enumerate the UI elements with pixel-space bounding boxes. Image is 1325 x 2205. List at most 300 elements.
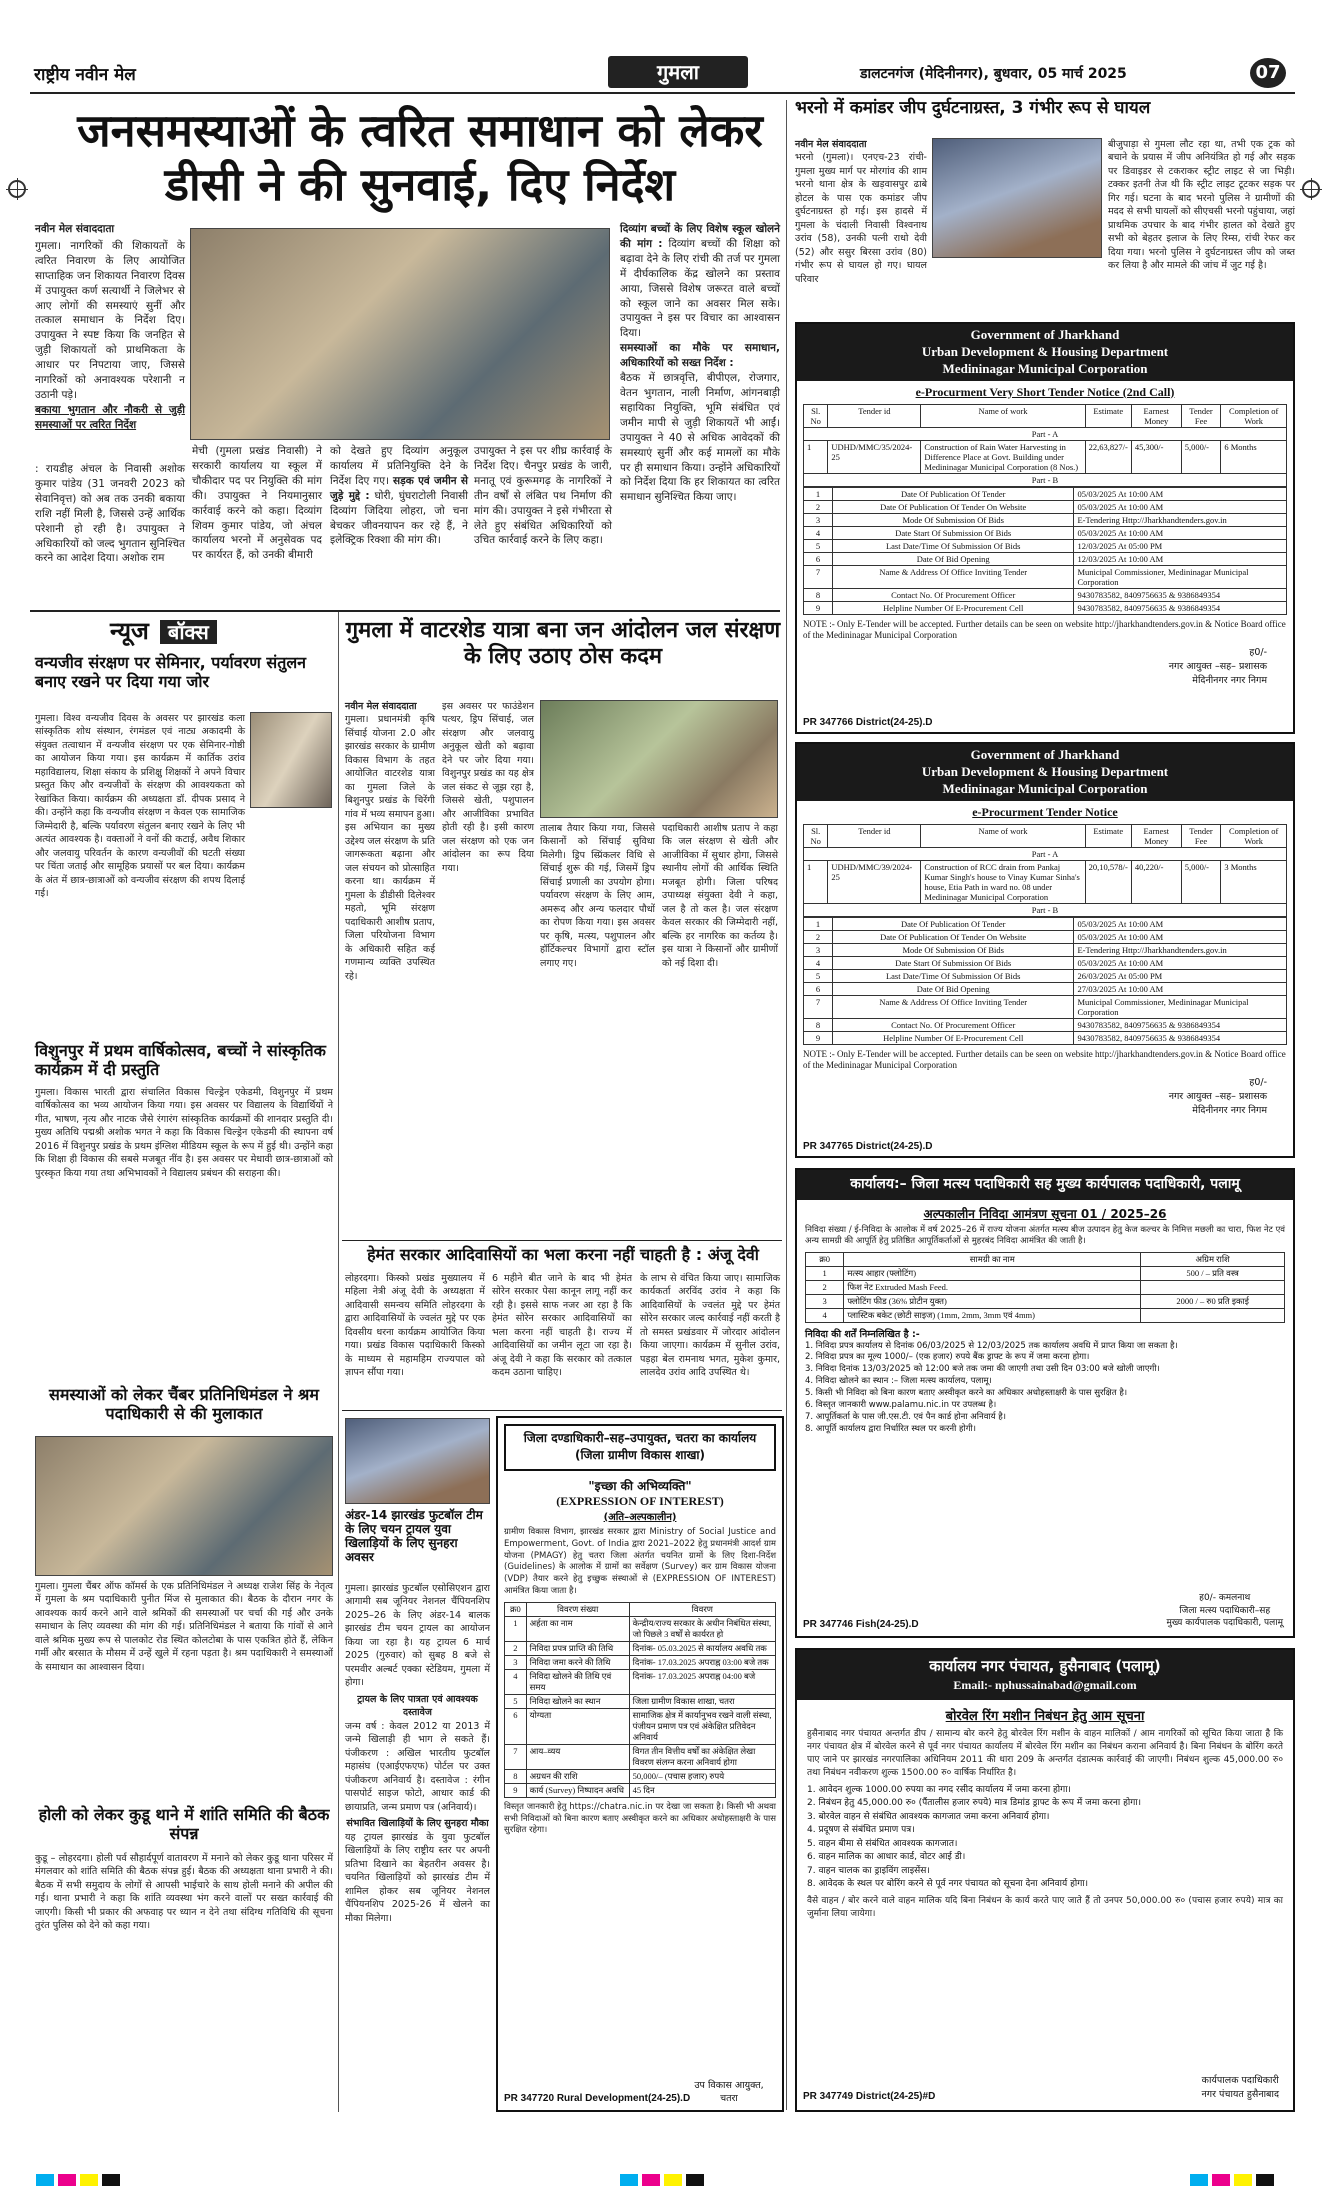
cell: दिनांक- 05.03.2025 से कार्यालय अवधि तक [629, 1642, 775, 1656]
table-row [505, 1770, 776, 1784]
fisheries-title: अल्पकालीन निविदा आमंत्रण सूचना 01 / 2025–26 [923, 1206, 1167, 1221]
football-subhead: संभावित खिलाड़ियों के लिए सुनहरा मौका [346, 1818, 489, 1830]
sign-line: मुख्य कार्यपालक पदाधिकारी, पलामू [1166, 1618, 1283, 1629]
lead-photo [190, 228, 610, 440]
th: Tender Fee [1181, 404, 1221, 427]
adivasi-col-1: लोहरदगा। किस्को प्रखंड मुख्यालय में महिला नेत्री अंजू देवी के अध्यक्षता में आदिवासी समन्वय समिति लोहरदगा के द्वारा आदिवासियों के ज्वलंत मुद्दे पर एक दिवसीय धरना कार्यक्रम आयोजित किया गया। प्रखंड विकास पदाधिकारी किस्को के माध्यम से महामहिम राज्यपाल को ज्ञापन सौंपा गया। [345, 1273, 485, 1379]
sign-line: मेदिनीनगर नगर निगम [1192, 1104, 1267, 1116]
section-rule [30, 610, 780, 612]
fisheries-terms [805, 1341, 1285, 1436]
table-row [804, 917, 1287, 930]
cell: 1 [804, 487, 833, 500]
table-row [804, 1031, 1287, 1044]
swatch-yellow [80, 2174, 98, 2186]
table-row [806, 1308, 1285, 1322]
th: Sl. No [804, 404, 828, 427]
dept-name: Urban Development & Housing Department [921, 763, 1169, 779]
jeep-body-1: भरनो (गुमला)। एनएच-23 रांची-गुमला मुख्य मार्ग पर मोरगांव की शाम भरनो थाना क्षेत्र के खड़वासपुर ढाबे होटल के पास एक कमांडर जीप दुर्घटनाग्रस्त हो गई। इस हादसे में गुमला के चंदाली निवासी विश्वनाथ उरांव (58), उनकी पत्नी राधो देवी (52) और ससुर बिरसा उरांव (80) गंभीर रूप से घायल हो गए। घायल परिवार [795, 152, 927, 285]
cell: Municipal Commissioner, Medininagar Municipal Corporation [1074, 565, 1287, 588]
list-item: 4. निविदा खोलने का स्थान :– जिला मत्स्य कार्यालय, पलामू। [805, 1376, 992, 1387]
fisheries-table [805, 1252, 1285, 1323]
pr-number: PR 347766 District(24-25).D [803, 717, 933, 728]
cell: 4 [505, 1670, 527, 1695]
cell: 8 [804, 588, 833, 601]
list-item: 6. वाहन मालिक का आधार कार्ड, वोटर आई डी। [807, 1852, 966, 1863]
part-label: Part - B [804, 473, 1287, 486]
cell: 7 [804, 565, 833, 588]
tender-table [803, 824, 1287, 917]
hussainabad-items [807, 1784, 1283, 1892]
section-rule [342, 1410, 782, 1411]
cell: Date Of Publication Of Tender On Website [832, 500, 1074, 513]
sign-line: कार्यपालक पदाधिकारी [1201, 2075, 1279, 2087]
jeep-headline: भरनो में कमांडर जीप दुर्घटनाग्रस्त, 3 गंभीर रूप से घायल [795, 98, 1151, 118]
cell: आय–व्यय [526, 1745, 629, 1770]
swatch-black [686, 2174, 704, 2186]
cell: 5 [804, 539, 833, 552]
th: क्र0 [505, 1603, 527, 1617]
lead-col1-text: गुमला। नागरिकों की शिकायतों के त्वरित निवारण के लिए आयोजित साप्ताहिक जन शिकायत निवारण दिवस में उपायुक्त कर्ण सत्यार्थी ने जिलेभर से आए लोगों की समस्याएं सुनीं और तत्काल समाधान के निर्देश दिए। उपायुक्त ने स्पष्ट किया कि जनहित से जुड़ी शिकायतों को प्राथमिकता के आधार पर निपटाया जाए, जिससे नागरिकों को अनावश्यक परेशानी न उठानी पड़े। [35, 239, 185, 401]
dept-name: Urban Development & Housing Department [921, 343, 1169, 359]
th: Completion of Work [1221, 824, 1287, 847]
table-row [505, 1784, 776, 1798]
list-item: 7. वाहन चालक का ड्राइविंग लाइसेंस। [807, 1865, 930, 1876]
cell: 9430783582, 8409756635 & 9386849354 [1074, 588, 1287, 601]
eoi-office: जिला दण्डाधिकारी–सह–उपायुक्त, चतरा का कार्यालय (जिला ग्रामीण विकास शाखा) [504, 1424, 776, 1471]
cell: 20,10,578/- [1085, 860, 1131, 903]
cell: 9430783582, 8409756635 & 9386849354 [1074, 1018, 1287, 1031]
cell: 12/03/2025 At 10:00 AM [1074, 552, 1287, 565]
table-row [806, 1294, 1285, 1308]
table-row [804, 1018, 1287, 1031]
tender-table-wrap [797, 404, 1293, 688]
cell: 1 [806, 1266, 844, 1280]
fisheries-intro: निविदा संख्या / ई-निविदा के आलोक में वर्ष 2025–26 में राज्य योजना अंतर्गत मत्स्य बीज उत्पादन हेतु केज कल्चर के निमित्त मछली का चारा, फिश नेट एवं अन्य सामग्री की आपूर्ति हेतु प्रतिष्ठित आपूर्तिकर्ताओं से मुहरबंद निविदा आमंत्रित की जाती है। [805, 1224, 1285, 1247]
eoi-title-sub: (अति–अल्पकालीन) [603, 1511, 677, 1523]
th: विवरण संख्या [526, 1603, 629, 1617]
football-body [345, 1582, 490, 2110]
tender-notice-2 [795, 742, 1295, 1158]
newsbox-headline-2: विशुनपुर में प्रथम वार्षिकोत्सव, बच्चों ने सांस्कृतिक कार्यक्रम में दी प्रस्तुति [35, 1041, 326, 1079]
cell: दिनांक- 17.03.2025 अपराह्न 04:00 बजे [629, 1670, 775, 1695]
jeep-col-1 [795, 138, 927, 318]
cell: 1 [804, 917, 833, 930]
swatch-black [1256, 2174, 1274, 2186]
cell: 4 [804, 526, 833, 539]
football-subhead: ट्रायल के लिए पात्रता एवं आवश्यक दस्तावेज [357, 1693, 478, 1719]
list-item: 5. वाहन बीमा से संबंधित आवश्यक कागजात। [807, 1838, 958, 1849]
table-row [806, 1266, 1285, 1280]
table-row [804, 487, 1287, 500]
newsbox-headline-1: वन्यजीव संरक्षण पर सेमिनार, पर्यावरण संतुलन बनाए रखने पर दिया गया जोर [35, 653, 307, 691]
cell: 6 Months [1221, 440, 1287, 473]
cell: Date Of Bid Opening [832, 552, 1074, 565]
swatch-yellow [664, 2174, 682, 2186]
th: सामग्री का नाम [844, 1252, 1141, 1266]
lead-col-1 [35, 222, 185, 433]
list-item: 1. निविदा प्रपत्र कार्यालय से दिनांक 06/03/2025 से 12/03/2025 तक कार्यालय अवधि में प्राप्त किया जा सकता है। [805, 1340, 1178, 1351]
cell: प्लास्टिक बकेट (छोटी साइज) (1mm, 2mm, 3mm एवं 4mm) [844, 1308, 1141, 1322]
th: Earnest Money [1131, 404, 1181, 427]
table-row [804, 982, 1287, 995]
watershed-photo [540, 700, 778, 818]
fisheries-office: कार्यालय:– जिला मत्स्य पदाधिकारी सह मुख्य कार्यपालक पदाधिकारी, पलामू [797, 1170, 1293, 1200]
table-row [505, 1709, 776, 1745]
cell: सामाजिक क्षेत्र में कार्यानुभव रखने वाली संस्था, पंजीयन प्रमाण पत्र एवं अंकेक्षित प्रतिवेदन अनिवार्य [629, 1709, 775, 1745]
cell: Name & Address Of Office Inviting Tender [832, 565, 1074, 588]
brand-name: राष्ट्रीय नवीन मेल [34, 65, 136, 85]
th: Estimate [1085, 404, 1131, 427]
lead-col5b-text: बैठक में छात्रवृत्ति, बीपीएल, रोजगार, वेतन भुगतान, नाली निर्माण, आंगनबाड़ी सहायिका नियुक्ति, भूमि संबंधित एवं जमीन मापी से जुड़ी शिकायतें भी आईं। उपायुक्त ने 40 से अधिक आवेदकों की समस्याएं सुनीं और कई मामलों का मौके पर ही समाधान किया। उन्होंने अधिकारियों को निर्देश दिया कि हर शिकायत का त्वरित समाधान सुनिश्चित किया जाए। [620, 372, 780, 504]
cell: Helpline Number Of E-Procurement Cell [832, 601, 1074, 614]
cell: Mode Of Submission Of Bids [832, 943, 1074, 956]
cell: 6 [804, 982, 833, 995]
lead-headline: जनसमस्याओं के त्वरित समाधान को लेकर डीसी ने की सुनवाई, दिए निर्देश [77, 104, 763, 211]
cell: जिला ग्रामीण विकास शाखा, चतरा [629, 1695, 775, 1709]
cell: Contact No. Of Procurement Officer [832, 1018, 1074, 1031]
part-label: Part - B [804, 903, 1287, 916]
cell: दिनांक- 17.03.2025 अपराह्न 03:00 बजे तक [629, 1656, 775, 1670]
swatch-magenta [1212, 2174, 1230, 2186]
newsbox-photo-chamber [35, 1436, 333, 1576]
th: Earnest Money [1131, 824, 1181, 847]
table-row [804, 539, 1287, 552]
cell: 1 [804, 440, 828, 473]
lead-col-3 [330, 444, 468, 604]
cell: 2000 / – रु0 प्रति इकाई [1141, 1294, 1285, 1308]
table-row [804, 860, 1287, 903]
table-row [505, 1670, 776, 1695]
newsbox-body-2: गुमला। विकास भारती द्वारा संचालित विकास चिल्ड्रेन एकेडमी, विशुनपुर में प्रथम वार्षिकोत्सव का भव्य आयोजन किया गया। इस अवसर पर विद्यालय के विद्यार्थियों ने गीत, भाषण, नृत्य और नाटक जैसे रंगारंग सांस्कृतिक कार्यक्रमों की शानदार प्रस्तुति दी। मुख्य अतिथि पद्मश्री अशोक भगत ने कहा कि विकास चिल्ड्रेन एकेडमी की स्थापना वर्ष 2016 में विशुनपुर प्रखंड के प्रथम इंग्लिश मीडियम स्कूल के रूप में हुई थी। उन्होंने कहा कि शिक्षा ही विकास की सबसे मजबूत नींव है। इस अवसर पर मेधावी छात्र-छात्राओं को पुरस्कृत किया गया तथा अभिभावकों ने विद्यालय प्रबंधन की सराहना की। [35, 1087, 333, 1179]
newsbox-body-4: कुडू – लोहरदगा। होली पर्व सौहार्दपूर्ण वातावरण में मनाने को लेकर कुडू थाना परिसर में मंगलवार को शांति समिति की बैठक संपन्न हुई। बैठक की अध्यक्षता थाना प्रभारी ने की। बैठक में सभी समुदाय के लोगों से आपसी भाईचारे के साथ होली मनाने की अपील की गई। थाना प्रभारी ने कहा कि शांति व्यवस्था भंग करने वालों पर सख्त कार्रवाई की जाएगी। किसी भी प्रकार की अफवाह पर ध्यान न देने तथा संदिग्ध गतिविधि की सूचना तुरंत पुलिस को देने को कहा गया। [35, 1853, 333, 1932]
signature-block [1202, 2074, 1280, 2102]
tender-title: e-Procurment Very Short Tender Notice (2nd Call) [915, 384, 1175, 399]
cell: 9430783582, 8409756635 & 9386849354 [1074, 1031, 1287, 1044]
eoi-title-hi: "इच्छा की अभिव्यक्ति" [588, 1478, 692, 1493]
cell: 9 [804, 601, 833, 614]
table-row [804, 500, 1287, 513]
watershed-col-3: तालाब तैयार किया गया, जिससे किसानों को सिंचाई सुविधा मिलेगी। ड्रिप स्प्रिंकलर विधि से सिंचाई शुरू की गई, जिसमें ड्रिप सिंचाई प्रणाली का उपयोग होगा। पर्यावरण संरक्षण के लिए आम, अमरूद और अन्य फलदार पौधों का रोपण किया गया। इस अवसर पर कृषि, मत्स्य, पशुपालन और हॉर्टिकल्चर विभागों द्वारा स्टॉल लगाए गए। [540, 823, 655, 969]
football-headline: अंडर-14 झारखंड फुटबॉल टीम के लिए चयन ट्रायल युवा खिलाड़ियों के लिए सुनहरा अवसर [345, 1508, 483, 1565]
swatch-yellow [1234, 2174, 1252, 2186]
list-item: 8. आवेदक के स्थल पर बोरिंग करने से पूर्व नगर पंचायत को सूचना देना अनिवार्य होगा। [807, 1879, 1089, 1890]
list-item: 3. बोरवेल वाहन से संबंधित आवश्यक कागजात जमा करना अनिवार्य होगा। [807, 1811, 1050, 1822]
cell: 45,300/- [1131, 440, 1181, 473]
cell: Last Date/Time Of Submission Of Bids [832, 539, 1074, 552]
cell: फ्लोटिंग फीड (36% प्रोटीन युक्त) [844, 1294, 1141, 1308]
cell: Date Start Of Submission Of Bids [832, 526, 1074, 539]
cell: UDHD/MMC/35/2024-25 [828, 440, 921, 473]
cell: 1 [804, 860, 828, 903]
cell: 4 [806, 1308, 844, 1322]
cell: 8 [804, 1018, 833, 1031]
list-item: 7. आपूर्तिकर्ता के पास जी.एस.टी. एवं पैन कार्ड होना अनिवार्य है। [805, 1411, 1007, 1422]
table-row [505, 1745, 776, 1770]
sign-line: ह0/- [1249, 647, 1267, 659]
cell: Date Of Publication Of Tender On Website [832, 930, 1074, 943]
swatch-cyan [620, 2174, 638, 2186]
cell: 7 [505, 1745, 527, 1770]
section-rule [342, 1240, 782, 1241]
cell: केन्द्रीय/राज्य सरकार के अधीन निबंधित संस्था, जो पिछले 3 वर्षों से कार्यरत हो [629, 1617, 775, 1642]
cell: 3 [806, 1294, 844, 1308]
swatch-magenta [58, 2174, 76, 2186]
table-row [804, 969, 1287, 982]
signature-block [1166, 1592, 1283, 1630]
cell: Helpline Number Of E-Procurement Cell [832, 1031, 1074, 1044]
th: Completion of Work [1221, 404, 1287, 427]
table-row [804, 565, 1287, 588]
cell: 9 [804, 1031, 833, 1044]
table-row [804, 930, 1287, 943]
cell: 3 [804, 943, 833, 956]
cell: 05/03/2025 At 10:00 AM [1074, 487, 1287, 500]
newsbox-headline-4: होली को लेकर कुडू थाने में शांति समिति की बैठक संपन्न [38, 1805, 330, 1843]
cell: Construction of RCC drain from Pankaj Kumar Singh's house to Vinay Kumar Sinha's house, Etia Path in ward no. 08 under Medininagar Municipal Corporation [921, 860, 1085, 903]
signature-block [803, 1076, 1287, 1117]
newsbox-body-3: गुमला। गुमला चैंबर ऑफ कॉमर्स के एक प्रतिनिधिमंडल ने अध्यक्ष राजेश सिंह के नेतृत्व में गुमला के श्रम पदाधिकारी पुनीत मिंज से मुलाकात की। बैठक के दौरान नगर के आवश्यक कार्य करने आने वाले श्रमिकों की समस्याओं पर चर्चा की गई और उनके समाधान के लिए व्यवस्था की मांग की गई। प्रतिनिधिमंडल ने बताया कि गांवों से आने वाले श्रमिक मुख्य रूप से पालकोट रोड स्थित कोलटोबा के पास एकत्रित होते हैं, लेकिन गर्मी और बरसात के मौसम में उन्हें खुले में रहना पड़ता है। श्रम पदाधिकारी ने समस्याओं के समाधान का आश्वासन दिया। [35, 1581, 333, 1673]
cell: 45 दिन [629, 1784, 775, 1798]
corp-name: Medininagar Municipal Corporation [942, 780, 1148, 796]
table-row [804, 552, 1287, 565]
hussainabad-title: बोरवेल रिंग मशीन निबंधन हेतु आम सूचना [945, 1708, 1145, 1724]
part-label: Part - A [804, 847, 1287, 860]
cell: 27/03/2025 At 10:00 AM [1074, 982, 1287, 995]
sign-line: नगर आयुक्त –सह– प्रशासक [1168, 660, 1267, 672]
th: Name of work [921, 404, 1085, 427]
cell: 9 [505, 1784, 527, 1798]
cell: Contact No. Of Procurement Officer [832, 588, 1074, 601]
cell: 05/03/2025 At 10:00 AM [1074, 526, 1287, 539]
cell: निविदा खोलने की तिथि एवं समय [526, 1670, 629, 1695]
watershed-headline: गुमला में वाटरशेड यात्रा बना जन आंदोलन जल संरक्षण के लिए उठाए ठोस कदम [345, 618, 781, 669]
lead-col3b-text: घोरी, घुंघराटोली निवासी दिव्यांग जिदिया लोहरा, जो चना बेचकर जीवनयापन कर रहे हैं, ने इलेक्ट्रिक रिक्शा की मांग की। [330, 489, 468, 547]
cell: 5,000/- [1181, 440, 1221, 473]
table-row [804, 995, 1287, 1018]
color-calibration-bar [0, 2170, 1325, 2192]
pr-number: PR 347720 Rural Development(24-25).D [504, 2093, 691, 2104]
adivasi-headline: हेमंत सरकार आदिवासियों का भला करना नहीं चाहती है : अंजू देवी [367, 1245, 759, 1264]
pr-number: PR 347746 Fish(24-25).D [803, 1619, 919, 1630]
sign-line: नगर आयुक्त –सह– प्रशासक [1168, 1090, 1267, 1102]
watershed-col-2: इस अवसर पर फाउंडेशन पत्थर, ड्रिप सिंचाई, जल संरक्षण और जलवायु अनुकूल खेती को बढ़ावा देने पर जोर दिया गया। विशुनपुर प्रखंड का यह क्षेत्र जल संकट से जूझ रहा है, जिससे खेती, पशुपालन और आजीविका प्रभावित होती रही है। इसी कारण जल संरक्षण को एक जन आंदोलन का रूप दिया गया। [442, 701, 534, 874]
cell: 4 [804, 956, 833, 969]
list-item: 2. निविदा प्रपत्र का मूल्य 1000/– (एक हजार) रुपये बैंक ड्राफ्ट के रूप में जमा करना होगा। [805, 1352, 1090, 1363]
tender-note: NOTE :- Only E-Tender will be accepted. Further details can be seen on website http://jharkhandtenders.gov.in & Notice Board office of the Medininagar Municipal Corporation [803, 1048, 1286, 1071]
swatch-cyan [1190, 2174, 1208, 2186]
tender-notice-1 [795, 322, 1295, 734]
cell: निविदा खोलने का स्थान [526, 1695, 629, 1709]
newsbox-body-1: गुमला। विश्व वन्यजीव दिवस के अवसर पर झारखंड कला सांस्कृतिक शोध संस्थान, रंगमंडल एवं नाट्य अकादमी के संयुक्त तत्वाधान में वन्यजीव संरक्षण पर एक सेमिनार-गोष्ठी का आयोजन किया गया। इस कार्यक्रम में कार्तिक उरांव महाविद्यालय, शिक्षा संकाय के प्रशिक्षु शिक्षकों ने अपने विचार प्रस्तुत किए और वन्यजीवों के संरक्षण की आवश्यकता को रेखांकित किया। कार्यक्रम की अध्यक्षता डॉ. दीपक प्रसाद ने की। उन्होंने कहा कि वन्यजीव संरक्षण न केवल एक सामाजिक जिम्मेदारी है, बल्कि पर्यावरण संतुलन बनाए रखने के लिए भी अत्यंत आवश्यक है। वक्ताओं ने वनों की कटाई, अवैध शिकार और जलवायु परिवर्तन के कारण वन्यजीवों की घटती संख्या पर चिंता जताई और सामूहिक प्रयासों पर बल दिया। कार्यक्रम के अंत में छात्र-छात्राओं को वन्यजीव संरक्षण की शपथ दिलाई गई। [35, 713, 245, 900]
cell: 9430783582, 8409756635 & 9386849354 [1074, 601, 1287, 614]
cell: मत्स्य आहार (फ्लोटिंग) [844, 1266, 1141, 1280]
corp-name: Medininagar Municipal Corporation [942, 360, 1148, 376]
hussainabad-office: कार्यालय नगर पंचायत, हुसैनाबाद (पलामू) [929, 1657, 1161, 1675]
cell: 12/03/2025 At 05:00 PM [1074, 539, 1287, 552]
cell: 1 [505, 1617, 527, 1642]
table-row [505, 1695, 776, 1709]
cell: 05/03/2025 At 10:00 AM [1074, 930, 1287, 943]
cell: 50,000/– (पचास हजार) रुपये [629, 1770, 775, 1784]
th: विवरण [629, 1603, 775, 1617]
hussainabad-notice [795, 1648, 1295, 2112]
eoi-signature: उप विकास आयुक्त, चतरा [694, 2080, 764, 2104]
section-name: गुमला [608, 56, 748, 88]
registration-mark [1302, 180, 1320, 198]
swatch-black [102, 2174, 120, 2186]
eoi-body: ग्रामीण विकास विभाग, झारखंड सरकार द्वारा Ministry of Social Justice and Empowerment, Govt. of India द्वारा 2021–2022 हेतु प्रधानमंत्री आदर्श ग्राम योजना (PMAGY) हेतु चतरा जिला अंतर्गत चयनित ग्रामों के लिए दिशा-निर्देश (Guidelines) के आलोक में ग्रामों का सर्वेक्षण (Survey) कर ग्राम विकास योजना (VDP) तैयार करने हेतु इच्छुक संस्थाओं से (EXPRESSION OF INTEREST) आमंत्रित किया जाता है। [504, 1526, 776, 1597]
cell: 5 [804, 969, 833, 982]
byline: नवीन मेल संवाददाता [35, 223, 115, 235]
cell: फिश नेट Extruded Mash Feed. [844, 1280, 1141, 1294]
cell: Date Of Bid Opening [832, 982, 1074, 995]
registration-mark [8, 180, 26, 198]
jeep-col-2: बीजुपाड़ा से गुमला लौट रहा था, तभी एक ट्रक को बचाने के प्रयास में जीप अनियंत्रित हो गई और सड़क पर डिवाइडर से टकराकर स्ट्रीट लाइट से जा भिड़ी। टक्कर इतनी तेज थी कि स्ट्रीट लाइट टूटकर सड़क पर गिर गई। घटना के बाद भरनो पुलिस ने ग्रामीणों की मदद से सभी घायलों को सीएचसी भरनो पहुंचाया, जहां प्राथमिक उपचार के बाद गंभीर हालत को देखते हुए सभी को बेहतर इलाज के लिए रिम्स, रांची रेफर कर दिया गया। भरनो पुलिस ने दुर्घटनाग्रस्त जीप को जब्त कर लिया है और मामले की जांच में जुट गई है। [1108, 139, 1295, 272]
sign-line: नगर पंचायत हुसैनाबाद [1201, 2089, 1279, 2101]
cell: Municipal Commissioner, Medininagar Municipal Corporation [1074, 995, 1287, 1018]
cell: कार्य (Survey) निष्पादन अवधि [526, 1784, 629, 1798]
list-item: 8. आपूर्ति कार्यालय द्वारा निर्धारित स्थल पर करनी होगी। [805, 1423, 976, 1434]
th: Sl. No [804, 824, 828, 847]
eoi-title-en: (EXPRESSION OF INTEREST) [556, 1493, 724, 1508]
tender-note: NOTE :- Only E-Tender will be accepted. Further details can be seen on website http://jharkhandtenders.gov.in & Notice Board office of the Medininagar Municipal Corporation [803, 618, 1286, 641]
cell: 5 [505, 1695, 527, 1709]
eoi-table [504, 1602, 776, 1798]
newsbox-portrait [250, 712, 332, 808]
lead-col-4: उपायुक्त ने इस पर शीघ्र कार्रवाई के निर्देश दिए। चैनपुर प्रखंड के जारी, मनातू एवं कुरूमगढ़ के नागरिकों ने तीन वर्षों से लंबित पथ निर्माण की मांग की। उपायुक्त ने इसे गंभीरता से लेते हुए संबंधित अधिकारियों को उचित कार्रवाई करने के लिए कहा। [474, 445, 612, 547]
cell: Mode Of Submission Of Bids [832, 513, 1074, 526]
newsbox-body-1b [35, 810, 333, 968]
lead-subhead: बकाया भुगतान और नौकरी से जुड़ी समस्याओं पर त्वरित निर्देश [35, 403, 185, 431]
jeep-col-2b [932, 262, 1102, 318]
page-number: 07 [1250, 58, 1286, 88]
pr-number: PR 347765 District(24-25).D [803, 1141, 933, 1152]
cell [1141, 1280, 1285, 1294]
cell: अर्हता का नाम [526, 1617, 629, 1642]
cell: 3 Months [1221, 860, 1287, 903]
cell: 22,63,827/- [1085, 440, 1131, 473]
cell: अग्रधन की राशि [526, 1770, 629, 1784]
cell: 05/03/2025 At 10:00 AM [1074, 500, 1287, 513]
watershed-col-1 [345, 700, 435, 1238]
th: Tender Fee [1181, 824, 1221, 847]
sign-line: मेदिनीनगर नगर निगम [1192, 674, 1267, 686]
th: क्र0 [806, 1252, 844, 1266]
football-body-3: यह ट्रायल झारखंड के युवा फुटबॉल खिलाड़ियों के लिए राष्ट्रीय स्तर पर अपनी प्रतिभा दिखाने का बेहतरीन अवसर है। चयनित खिलाड़ियों को झारखंड टीम में शामिल होकर सब जूनियर नेशनल चैंपियनशिप 2025-26 में खेलने का मौका मिलेगा। [345, 1831, 490, 1924]
lead-col-5 [620, 222, 780, 604]
table-row [804, 513, 1287, 526]
byline: नवीन मेल संवाददाता [795, 139, 867, 150]
part-label: Part - A [804, 427, 1287, 440]
newsbox-headline-3: समस्याओं को लेकर चैंबर प्रतिनिधिमंडल ने श्रम पदाधिकारी से की मुलाकात [49, 1385, 319, 1423]
hussainabad-closing: वैसे वाहन / बोर करने वाले वाहन मालिक यदि बिना निबंधन के कार्य करते पाए जाते हैं तो उनपर 50,000.00 रु० (पचास हजार रुपये) मात्र का जुर्माना लिया जायेगा। [807, 1895, 1283, 1920]
sign-line: ह0/- कमलनाथ [1199, 1593, 1251, 1604]
table-row [804, 526, 1287, 539]
cell: निविदा जमा करने की तिथि [526, 1656, 629, 1670]
cell: 6 [505, 1709, 527, 1745]
masthead [30, 56, 1295, 94]
cell: 500 / – प्रति वस्त्र [1141, 1266, 1285, 1280]
th: अग्रिम राशि [1141, 1252, 1285, 1266]
fisheries-table-wrap [797, 1252, 1293, 1323]
column-rule [786, 100, 787, 2110]
lead-col-1b: : रायडीह अंचल के निवासी अशोक कुमार पांडेय (31 जनवरी 2023 को सेवानिवृत्त) को अब तक उनकी बकाया राशि नहीं मिली है, जिससे उन्हें आर्थिक परेशानी हो रही है। उपायुक्त ने अधिकारियों को जल्द भुगतान सुनिश्चित करने का आदेश दिया। अशोक राम [35, 463, 185, 565]
cell: योग्यता [526, 1709, 629, 1745]
tender-table [803, 404, 1287, 487]
column-rule [338, 612, 339, 2112]
football-body-1: गुमला। झारखंड फुटबॉल एसोसिएशन द्वारा आगामी सब जूनियर नेशनल चैंपियनशिप 2025–26 के लिए अंडर-14 बालक झारखंड टीम चयन ट्रायल का आयोजन किया जा रहा है। यह ट्रायल 6 मार्च 2025 (गुरुवार) को सुबह 8 बजे से परमवीर अल्बर्ट एक्का स्टेडियम, गुमला में होगा। [345, 1583, 490, 1689]
cell: UDHD/MMC/39/2024-25 [828, 860, 921, 903]
table-row [804, 956, 1287, 969]
list-item: 4. प्रदूषण से संबंधित प्रमाण पत्र। [807, 1825, 915, 1836]
pr-number: PR 347749 District(24-25)#D [803, 2091, 936, 2102]
newsbox-logo-a: न्यूज [110, 617, 149, 645]
table-row [505, 1656, 776, 1670]
lead-col-2: मेची (गुमला प्रखंड निवासी) ने सरकारी कार्यालय या स्कूल में चौकीदार पद पर नियुक्ति की मांग की। उपायुक्त ने नियमानुसार कार्रवाई करने को कहा। दिव्यांग शिवम कुमार पांडेय, जो अंचल कार्यालय भरनो में अनुसेवक पद पर कार्यरत हैं, को उनकी बीमारी [192, 445, 322, 562]
sign-line: ह0/- [1249, 1077, 1267, 1089]
swatch-magenta [642, 2174, 660, 2186]
tender-dates-table [803, 917, 1287, 1045]
masthead-rule [30, 92, 1295, 94]
watershed-col-4: पदाधिकारी आशीष प्रताप ने कहा कि जल संरक्षण से खेती और आजीविका में सुधार होगा, जिससे स्थानीय लोगों की आर्थिक स्थिति मजबूत होगी। जिला परिषद उपाध्यक्ष संयुक्ता देवी ने कहा, जल है तो कल है। जल संरक्षण केवल सरकार की जिम्मेदारी नहीं, बल्कि हर नागरिक का कर्तव्य है। इस यात्रा ने किसानों और ग्रामीणों को नई दिशा दी। [662, 823, 778, 969]
cell: विगत तीन वित्तीय वर्षों का अंकेक्षित लेखा विवरण संलग्न करना अनिवार्य होगा [629, 1745, 775, 1770]
cell: 8 [505, 1770, 527, 1784]
list-item: 6. विस्तृत जानकारी www.palamu.nic.in पर उपलब्ध है। [805, 1399, 997, 1410]
table-row [505, 1642, 776, 1656]
cell: 5,000/- [1181, 860, 1221, 903]
cell: 26/03/2025 At 05:00 PM [1074, 969, 1287, 982]
eoi-table-wrap [498, 1602, 782, 1798]
cell: निविदा प्रपत्र प्राप्ति की तिथि [526, 1642, 629, 1656]
tender-title: e-Procurment Tender Notice [972, 804, 1118, 819]
byline: नवीन मेल संवाददाता [345, 701, 417, 712]
cell: 05/03/2025 At 10:00 AM [1074, 956, 1287, 969]
list-item: 5. किसी भी निविदा को बिना कारण बताए अस्वीकृत करने का अधिकार अधोहस्ताक्षरी के पास सुरक्षित है। [805, 1388, 1128, 1399]
fisheries-terms-head: निविदा की शर्तें निम्नलिखित है :- [805, 1328, 920, 1340]
table-row [505, 1617, 776, 1642]
eoi-footer: विस्तृत जानकारी हेतु https://chatra.nic.in पर देखा जा सकता है। किसी भी अथवा सभी निविदाओं को बिना कारण बताए अस्वीकृत करने का अधिकार अधोहस्ताक्षरी के पास सुरक्षित रहेगा। [504, 1802, 776, 1836]
cell: 40,220/- [1131, 860, 1181, 903]
tender-table-wrap [797, 824, 1293, 1118]
lead-col5-text: दिव्यांग बच्चों की शिक्षा को बढ़ावा देने के लिए रांची की तर्ज पर गुमला में दीर्घकालिक केंद्र खोलने का प्रस्ताव आया, जिससे विशेष जरूरत वाले बच्चों को स्कूल जाने का अवसर मिल सके। उपायुक्त ने इस पर विचार का आश्वासन दिया। [620, 237, 780, 340]
cell: 6 [804, 552, 833, 565]
lead-subhead: सड़क एवं जमीन से जुड़े मुद्दे : [330, 474, 469, 502]
th: Name of work [921, 824, 1085, 847]
cell: 2 [806, 1280, 844, 1294]
th: Tender id [828, 404, 921, 427]
sign-line: जिला मत्स्य पदाधिकारी–सह [1179, 1605, 1271, 1616]
th: Estimate [1085, 824, 1131, 847]
lead-subhead: दिव्यांग बच्चों के लिए विशेष स्कूल खोलने की मांग : [620, 223, 780, 250]
list-item: 1. आवेदन शुल्क 1000.00 रुपया का नगद रसीद कार्यालय में जमा करना होगा। [807, 1784, 1071, 1795]
cell: 2 [804, 500, 833, 513]
govt-name: Government of Jharkhand [970, 327, 1120, 342]
table-row [804, 601, 1287, 614]
cell: Date Start Of Submission Of Bids [832, 956, 1074, 969]
watershed-col1-text: गुमला। प्रधानमंत्री कृषि सिंचाई योजना 2.0 और झारखंड सरकार के ग्रामीण विकास विभाग के तहत आयोजित वाटरशेड यात्रा का गुमला जिले के बिशुनपुर प्रखंड के चिरेंगी गांव में भव्य समापन हुआ। इस अभियान का मुख्य उद्देश्य जल संरक्षण के प्रति जागरूकता बढ़ाना और जल संचयन को प्रोत्साहित करना था। कार्यक्रम में गुमला के डीडीसी दिलेश्वर महतो, भूमि संरक्षण पदाधिकारी आशीष प्रताप, जिला परियोजना विभाग के अधिकारी सहित कई गणमान्य व्यक्ति उपस्थित रहे। [345, 714, 435, 982]
lead-subhead: समस्याओं का मौके पर समाधान, अधिकारियों को सख्त निर्देश : [620, 342, 780, 370]
cell: 3 [804, 513, 833, 526]
fisheries-notice [795, 1168, 1295, 1638]
adivasi-col-3: के लाभ से वंचित किया जाए। सामाजिक कार्यकर्ता अरविंद उरांव ने कहा कि आदिवासियों के ज्वलंत मुद्दे पर हेमंत सोरेन सरकार जल्द कार्रवाई नहीं करती है तो समस्त प्रखंडवार में जोरदार आंदोलन किया जाएगा। कार्यक्रम में सुनील उरांव, पड़हा बेल रामनाथ भगत, मुकेश कुमार, लालदेव उरांव आदि उपस्थित थे। [640, 1273, 780, 1379]
eoi-notice [496, 1416, 784, 2112]
hussainabad-header [797, 1650, 1293, 1700]
cell: Last Date/Time Of Submission Of Bids [832, 969, 1074, 982]
table-row [804, 440, 1287, 473]
cell: E-Tendering Http://Jharkhandtenders.gov.in [1074, 943, 1287, 956]
dateline: डालटनगंज (मेदिनीनगर), बुधवार, 05 मार्च 2025 [860, 66, 1127, 82]
newsbox-logo-b: बॉक्स [160, 620, 217, 644]
